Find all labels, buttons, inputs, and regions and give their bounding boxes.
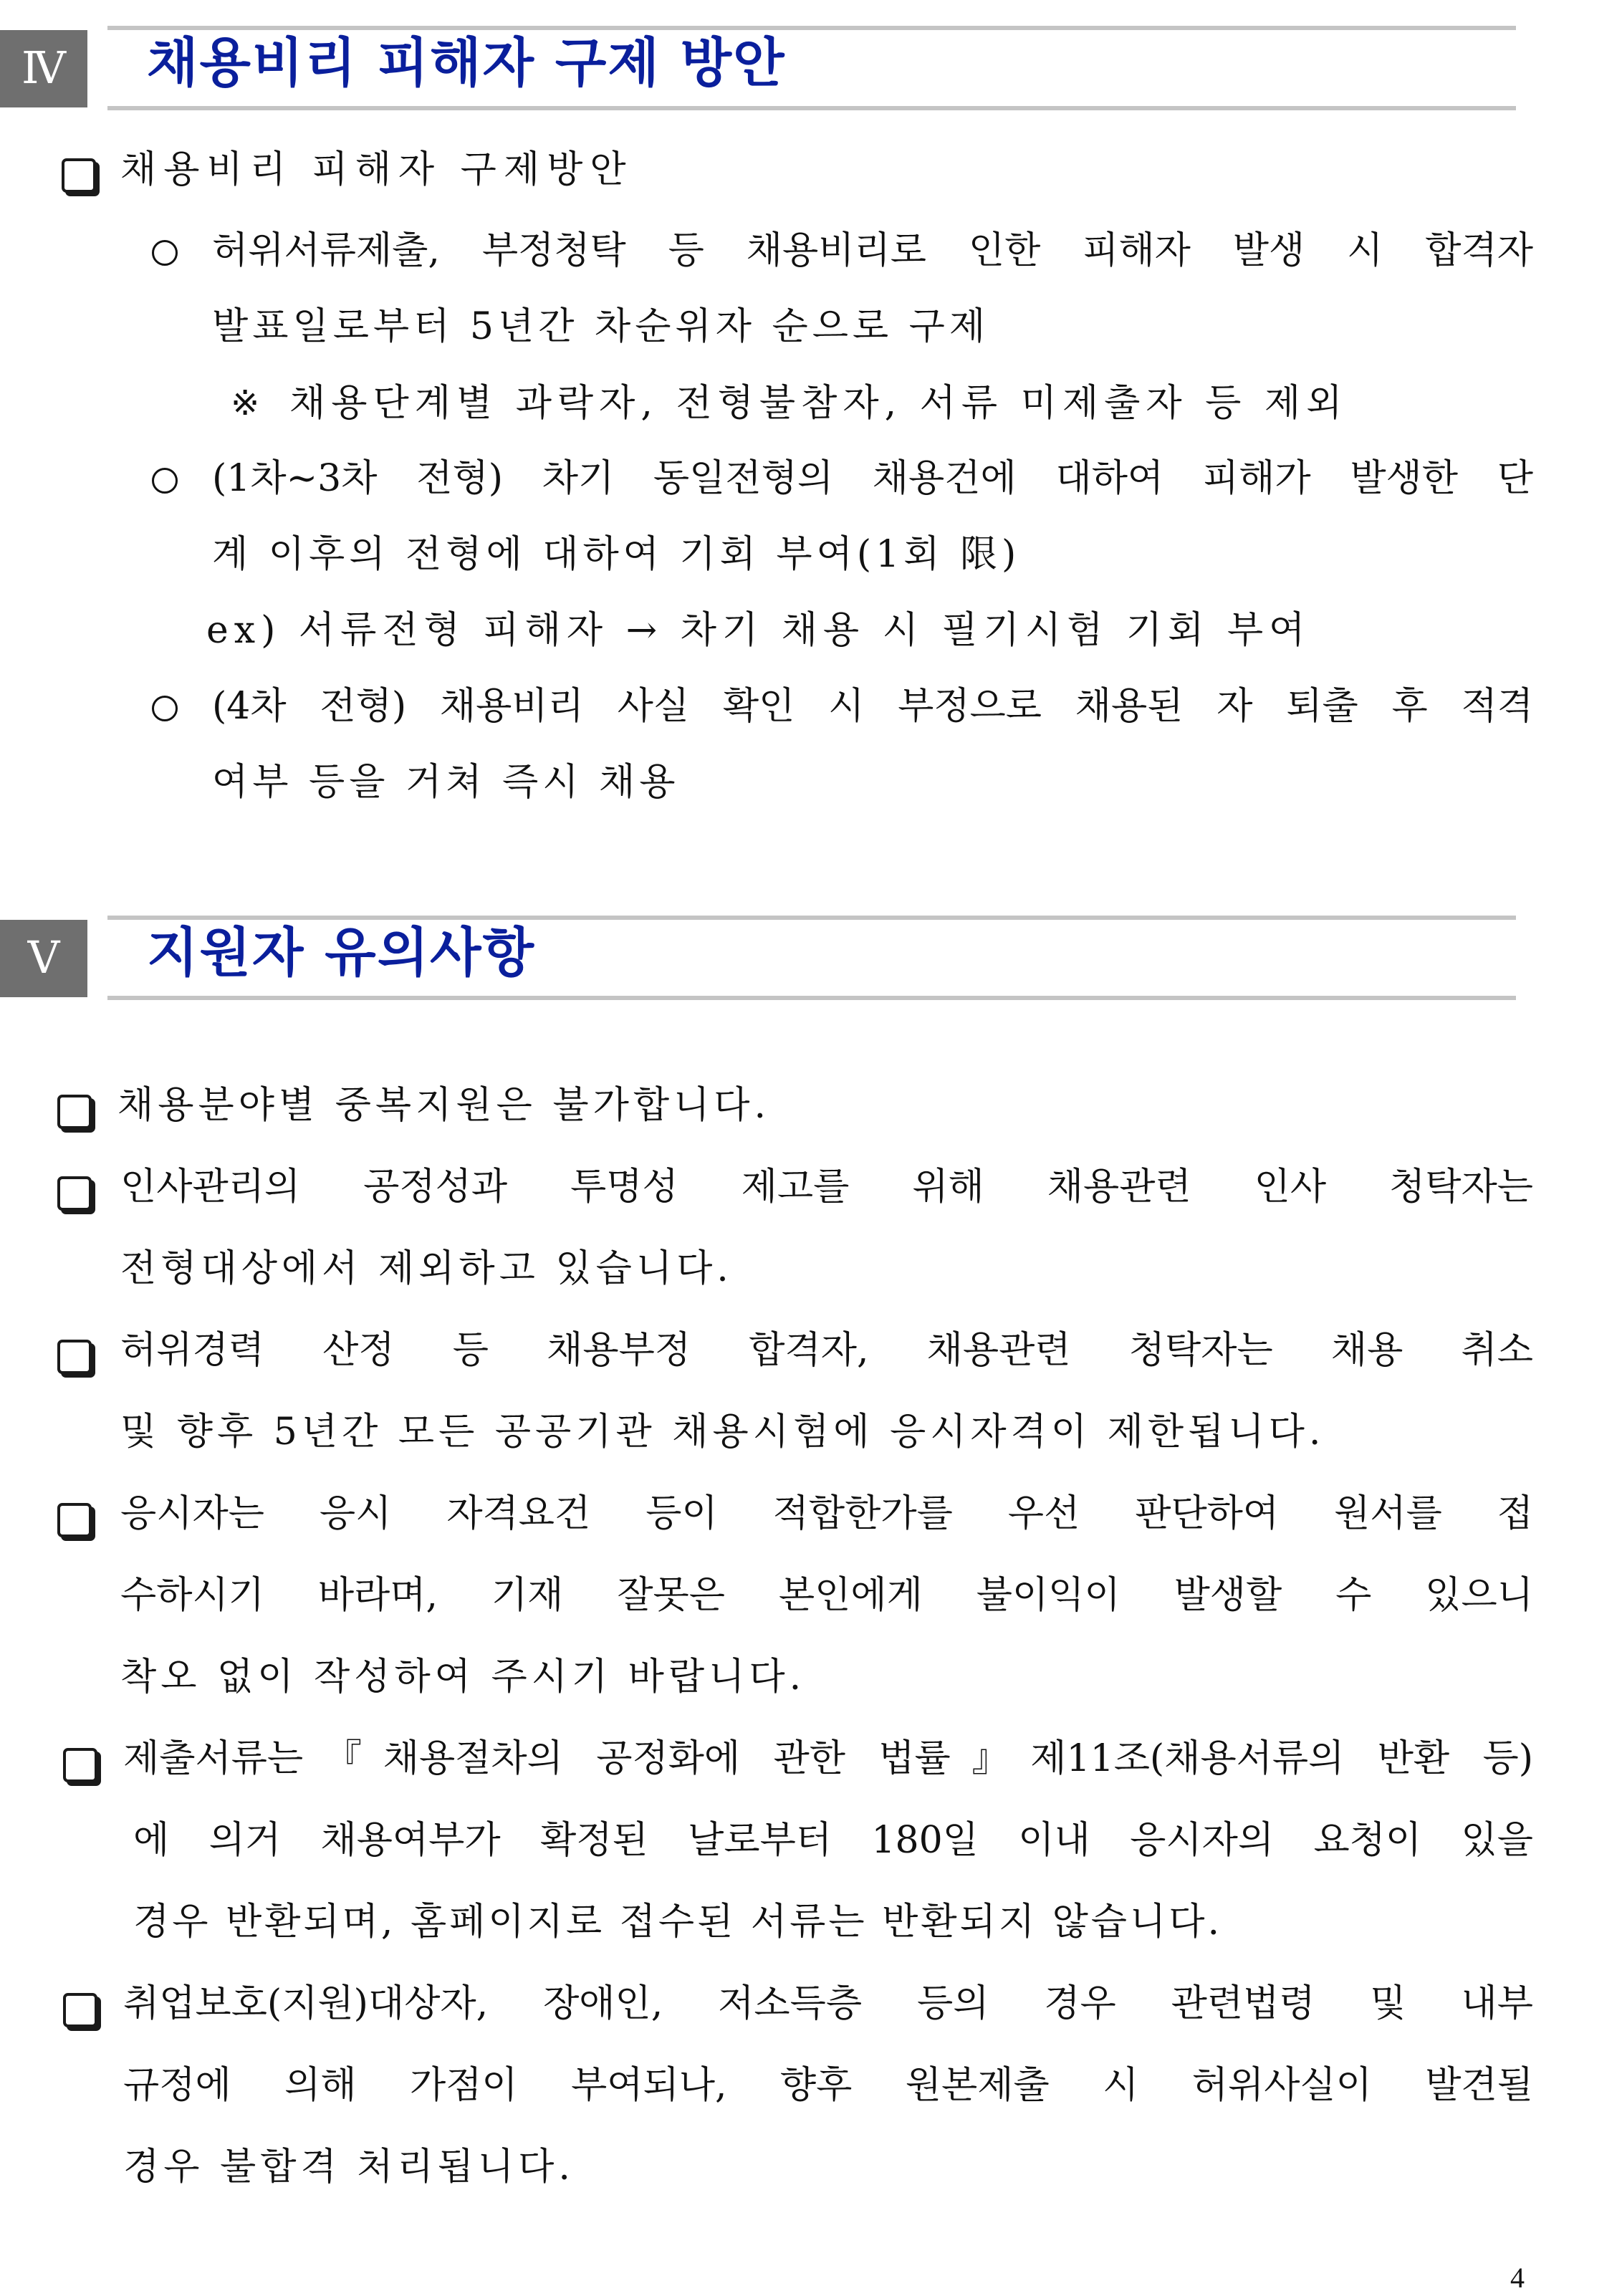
notice-3-line-1: 허위경력 산정 등 채용부정 합격자, 채용관련 청탁자는 채용 취소 xyxy=(120,1329,1533,1372)
checkbox-bullet-icon xyxy=(57,1176,92,1211)
bullet-2-line-1: (1차~3차 전형) 차기 동일전형의 채용건에 대하여 피해가 발생한 단 xyxy=(212,457,1533,500)
notice-6-line-1: 취업보호(지원)대상자, 장애인, 저소득층 등의 경우 관련법령 및 내부 xyxy=(123,1982,1533,2025)
notice-2-line-1: 인사관리의 공정성과 투명성 제고를 위해 채용관련 인사 청탁자는 xyxy=(120,1166,1533,1209)
section-5-title: 지원자 유의사항 xyxy=(147,922,536,984)
bullet-3-line-1: (4차 전형) 채용비리 사실 확인 시 부정으로 채용된 자 퇴출 후 적격 xyxy=(212,685,1533,728)
section-4-item-title: 채용비리 피해자 구제방안 xyxy=(120,148,633,191)
circle-bullet-icon xyxy=(152,468,178,494)
checkbox-bullet-icon xyxy=(63,1748,97,1782)
bullet-3-line-2: 여부 등을 거쳐 즉시 채용 xyxy=(212,761,680,804)
note-text: 채용단계별 과락자, 전형불참자, 서류 미제출자 등 제외 xyxy=(289,382,1348,425)
section-4-header xyxy=(0,26,1622,112)
section-4-title: 채용비리 피해자 구제 방안 xyxy=(147,32,786,94)
notice-4-line-2: 수하시기 바라며, 기재 잘못은 본인에게 불이익이 발생할 수 있으니 xyxy=(120,1574,1533,1617)
notice-5-line-1: 제출서류는『채용절차의 공정화에 관한 법률』제11조(채용서류의 반환 등) xyxy=(123,1737,1533,1780)
example-line: ex) 서류전형 피해자 → 차기 채용 시 필기시험 기회 부여 xyxy=(206,609,1311,652)
notice-4-line-3: 착오 없이 작성하여 주시기 바랍니다. xyxy=(120,1656,806,1699)
checkbox-bullet-icon xyxy=(57,1095,92,1129)
bullet-2-line-2: 계 이후의 전형에 대하여 기회 부여(1회 限) xyxy=(212,533,1021,576)
section-5-numeral: Ⅴ xyxy=(0,920,87,997)
circle-bullet-icon xyxy=(152,240,178,266)
note-mark: ※ xyxy=(231,383,260,423)
notice-6-line-3: 경우 불합격 처리됩니다. xyxy=(123,2146,575,2189)
checkbox-bullet-icon xyxy=(63,1993,97,2027)
checkbox-bullet-icon xyxy=(57,1340,92,1374)
notice-5-line-3: 경우 반환되며, 홈페이지로 접수된 서류는 반환되지 않습니다. xyxy=(133,1901,1223,1944)
section-5-header xyxy=(0,916,1622,1002)
bullet-1-line-2: 발표일로부터 5년간 차순위자 순으로 구제 xyxy=(212,305,990,348)
section-4-numeral: Ⅳ xyxy=(0,30,87,107)
notice-3-line-2: 및 향후 5년간 모든 공공기관 채용시험에 응시자격이 제한됩니다. xyxy=(120,1411,1325,1454)
bullet-1-line-1: 허위서류제출, 부정청탁 등 채용비리로 인한 피해자 발생 시 합격자 xyxy=(212,229,1533,272)
notice-6-line-2: 규정에 의해 가점이 부여되나, 향후 원본제출 시 허위사실이 발견될 xyxy=(123,2064,1533,2107)
checkbox-bullet-icon xyxy=(62,158,96,193)
checkbox-bullet-icon xyxy=(57,1503,92,1537)
circle-bullet-icon xyxy=(152,696,178,721)
notice-2-line-2: 전형대상에서 제외하고 있습니다. xyxy=(120,1247,733,1290)
page-number: 4 xyxy=(1510,2262,1525,2294)
header-rule-bottom xyxy=(107,996,1516,1000)
header-rule-bottom xyxy=(107,106,1516,110)
notice-1-line-1: 채용분야별 중복지원은 불가합니다. xyxy=(117,1084,771,1127)
notice-5-line-2: 에 의거 채용여부가 확정된 날로부터 180일 이내 응시자의 요청이 있을 xyxy=(133,1819,1533,1862)
notice-4-line-1: 응시자는 응시 자격요건 등이 적합한가를 우선 판단하여 원서를 접 xyxy=(120,1492,1533,1535)
